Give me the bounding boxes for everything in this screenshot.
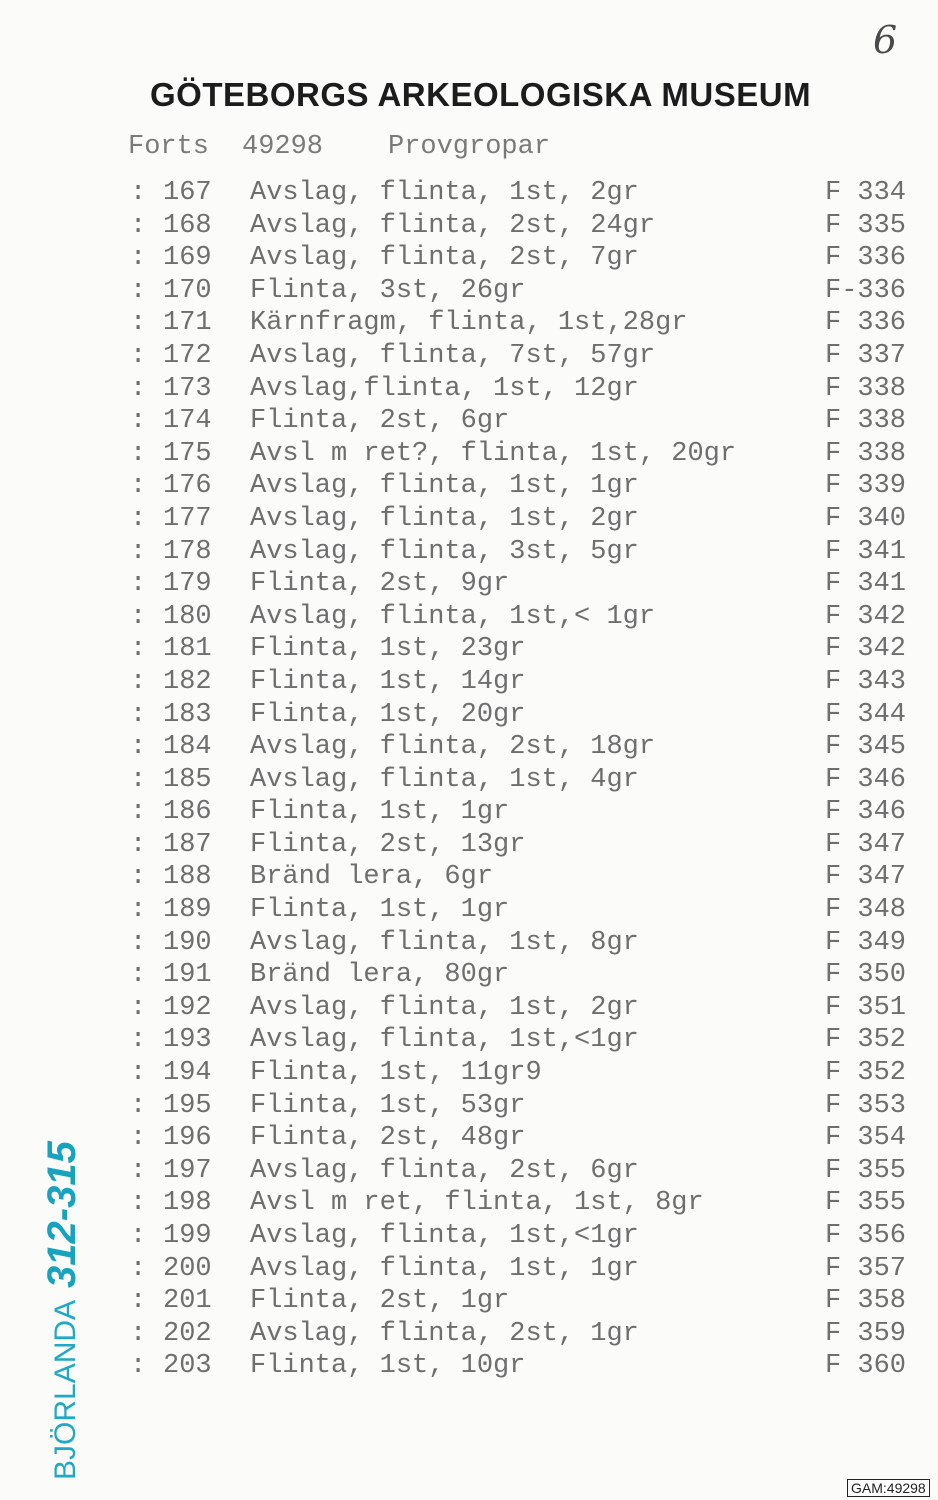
catalog-number: 49298	[242, 132, 324, 162]
entry-find-number: F 334	[825, 178, 907, 208]
entry-colon: :	[130, 1286, 147, 1317]
entry-description: Avsl m ret?, flinta, 1st, 20gr	[250, 438, 737, 469]
entry-colon: :	[130, 340, 147, 371]
entry-find-number: F 336	[825, 243, 907, 274]
entry-find-number: F 355	[825, 1155, 907, 1186]
forts-label: Forts	[128, 132, 210, 162]
entry-find-number: F 346	[825, 764, 907, 795]
entry-description: Avslag, flinta, 1st, 2gr	[250, 503, 639, 534]
entry-description: Avslag, flinta, 1st, 1gr	[250, 1253, 639, 1284]
entry-description: Avslag, flinta, 2st, 18gr	[250, 732, 656, 763]
entry-description: Avsl m ret, flinta, 1st, 8gr	[250, 1188, 704, 1219]
entry-number: 176	[163, 471, 212, 502]
entry-find-number: F 344	[825, 699, 907, 730]
entry-description: Avslag, flinta, 1st, 2gr	[250, 992, 639, 1023]
entry-description: Avslag, flinta, 1st, 1gr	[250, 471, 639, 502]
entry-row	[0, 732, 938, 765]
entry-description: Avslag,flinta, 1st, 12gr	[250, 373, 639, 404]
entry-colon: :	[130, 178, 147, 208]
entry-find-number: F 347	[825, 862, 907, 893]
entry-row	[0, 341, 938, 374]
entry-find-number: F 345	[825, 732, 907, 763]
entry-colon: :	[130, 1025, 147, 1056]
entry-number: 175	[163, 438, 212, 469]
entry-find-number: F 336	[825, 308, 907, 339]
entry-row	[0, 862, 938, 895]
entry-number: 188	[163, 862, 212, 893]
entry-colon: :	[130, 243, 147, 274]
entry-number: 189	[163, 895, 212, 926]
entry-number: 177	[163, 503, 212, 534]
entry-find-number: F 338	[825, 406, 907, 437]
entry-find-number: F 356	[825, 1221, 907, 1251]
entry-colon: :	[130, 992, 147, 1023]
entry-row	[0, 960, 938, 993]
entry-description: Flinta, 1st, 1gr	[250, 895, 510, 926]
entry-number: 183	[163, 699, 212, 730]
entry-colon: :	[130, 1058, 147, 1089]
entry-colon: :	[130, 210, 147, 241]
entry-row	[0, 765, 938, 798]
entry-row	[0, 602, 938, 635]
entry-number: 180	[163, 601, 212, 632]
entry-find-number: F 338	[825, 373, 907, 404]
entry-description: Avslag, flinta, 1st,<1gr	[250, 1221, 639, 1251]
entry-description: Flinta, 2st, 13gr	[250, 829, 526, 860]
entry-colon: :	[130, 1155, 147, 1186]
entry-colon: :	[130, 764, 147, 795]
entry-number: 202	[163, 1318, 212, 1349]
entry-list	[0, 178, 938, 1384]
entry-colon: :	[130, 308, 147, 339]
entry-description: Avslag, flinta, 2st, 7gr	[250, 243, 639, 274]
entry-colon: :	[130, 960, 147, 991]
entry-number: 174	[163, 406, 212, 437]
entry-description: Flinta, 1st, 1gr	[250, 797, 510, 828]
entry-row	[0, 1058, 938, 1091]
entry-description: Avslag, flinta, 3st, 5gr	[250, 536, 639, 567]
entry-number: 195	[163, 1090, 212, 1121]
entry-row	[0, 1091, 938, 1124]
museum-header: GÖTEBORGS ARKEOLOGISKA MUSEUM	[150, 76, 812, 113]
entry-description: Avslag, flinta, 1st,<1gr	[250, 1025, 639, 1056]
entry-colon: :	[130, 569, 147, 600]
entry-row	[0, 439, 938, 472]
entry-row	[0, 1025, 938, 1058]
entry-find-number: F 351	[825, 992, 907, 1023]
entry-row	[0, 830, 938, 863]
entry-find-number: F 359	[825, 1318, 907, 1349]
entry-description: Flinta, 1st, 10gr	[250, 1351, 526, 1382]
entry-row	[0, 1221, 938, 1254]
entry-row	[0, 1351, 938, 1384]
entry-row	[0, 569, 938, 602]
entry-description: Avslag, flinta, 2st, 1gr	[250, 1318, 639, 1349]
entry-row	[0, 797, 938, 830]
entry-description: Bränd lera, 6gr	[250, 862, 494, 893]
entry-row	[0, 211, 938, 244]
entry-find-number: F 354	[825, 1123, 907, 1154]
entry-row	[0, 471, 938, 504]
entry-find-number: F 352	[825, 1025, 907, 1056]
entry-description: Flinta, 3st, 26gr	[250, 275, 526, 306]
entry-row	[0, 276, 938, 309]
entry-number: 185	[163, 764, 212, 795]
entry-find-number: F 358	[825, 1286, 907, 1317]
entry-description: Flinta, 2st, 48gr	[250, 1123, 526, 1154]
entry-row	[0, 308, 938, 341]
entry-row	[0, 667, 938, 700]
entry-find-number: F 352	[825, 1058, 907, 1089]
entry-description: Flinta, 1st, 11gr9	[250, 1058, 542, 1089]
entry-find-number: F 340	[825, 503, 907, 534]
entry-description: Flinta, 1st, 23gr	[250, 634, 526, 665]
entry-number: 172	[163, 340, 212, 371]
reference-label: GAM:49298	[847, 1479, 930, 1497]
entry-description: Avslag, flinta, 1st, 2gr	[250, 178, 639, 208]
entry-number: 187	[163, 829, 212, 860]
entry-row	[0, 1156, 938, 1189]
entry-colon: :	[130, 373, 147, 404]
entry-number: 201	[163, 1286, 212, 1317]
entry-number: 178	[163, 536, 212, 567]
entry-row	[0, 243, 938, 276]
entry-find-number: F 346	[825, 797, 907, 828]
entry-number: 199	[163, 1221, 212, 1251]
entry-description: Flinta, 1st, 20gr	[250, 699, 526, 730]
entry-colon: :	[130, 536, 147, 567]
entry-number: 193	[163, 1025, 212, 1056]
entry-colon: :	[130, 666, 147, 697]
stamp-range: 312-315	[40, 1141, 84, 1288]
entry-description: Avslag, flinta, 2st, 24gr	[250, 210, 656, 241]
entry-row	[0, 1188, 938, 1221]
entry-number: 167	[163, 178, 212, 208]
entry-colon: :	[130, 601, 147, 632]
entry-colon: :	[130, 471, 147, 502]
page-number: 6	[873, 18, 898, 62]
entry-colon: :	[130, 895, 147, 926]
entry-number: 191	[163, 960, 212, 991]
entry-number: 184	[163, 732, 212, 763]
entry-description: Avslag, flinta, 1st,< 1gr	[250, 601, 656, 632]
entry-description: Avslag, flinta, 1st, 8gr	[250, 927, 639, 958]
entry-colon: :	[130, 275, 147, 306]
entry-row	[0, 1123, 938, 1156]
entry-colon: :	[130, 634, 147, 665]
entry-number: 192	[163, 992, 212, 1023]
entry-colon: :	[130, 1188, 147, 1219]
entry-row	[0, 178, 938, 211]
entry-find-number: F 349	[825, 927, 907, 958]
entry-number: 190	[163, 927, 212, 958]
entry-find-number: F 350	[825, 960, 907, 991]
entry-row	[0, 993, 938, 1026]
entry-colon: :	[130, 699, 147, 730]
entry-row	[0, 928, 938, 961]
entry-find-number: F 360	[825, 1351, 907, 1382]
entry-description: Kärnfragm, flinta, 1st,28gr	[250, 308, 688, 339]
entry-description: Flinta, 1st, 14gr	[250, 666, 526, 697]
entry-colon: :	[130, 732, 147, 763]
entry-description: Flinta, 1st, 53gr	[250, 1090, 526, 1121]
entry-row	[0, 1254, 938, 1287]
entry-find-number: F 355	[825, 1188, 907, 1219]
entry-colon: :	[130, 862, 147, 893]
entry-colon: :	[130, 1090, 147, 1121]
entry-row	[0, 537, 938, 570]
entry-colon: :	[130, 1351, 147, 1382]
entry-find-number: F 338	[825, 438, 907, 469]
entry-row	[0, 1286, 938, 1319]
entry-colon: :	[130, 1123, 147, 1154]
entry-colon: :	[130, 503, 147, 534]
entry-colon: :	[130, 406, 147, 437]
entry-row	[0, 406, 938, 439]
entry-description: Flinta, 2st, 1gr	[250, 1286, 510, 1317]
entry-description: Avslag, flinta, 7st, 57gr	[250, 340, 656, 371]
entry-colon: :	[130, 438, 147, 469]
entry-row	[0, 1319, 938, 1352]
entry-number: 181	[163, 634, 212, 665]
entry-number: 173	[163, 373, 212, 404]
entry-description: Avslag, flinta, 2st, 6gr	[250, 1155, 639, 1186]
entry-row	[0, 634, 938, 667]
entry-find-number: F 341	[825, 569, 907, 600]
entry-find-number: F 343	[825, 666, 907, 697]
entry-row	[0, 374, 938, 407]
entry-row	[0, 504, 938, 537]
entry-colon: :	[130, 797, 147, 828]
side-stamp	[40, 1141, 85, 1480]
entry-number: 170	[163, 275, 212, 306]
entry-description: Bränd lera, 80gr	[250, 960, 510, 991]
entry-find-number: F 337	[825, 340, 907, 371]
entry-number: 182	[163, 666, 212, 697]
entry-row	[0, 895, 938, 928]
entry-description: Avslag, flinta, 1st, 4gr	[250, 764, 639, 795]
entry-find-number: F 342	[825, 601, 907, 632]
stamp-place: BJÖRLANDA	[49, 1299, 82, 1480]
entry-description: Flinta, 2st, 9gr	[250, 569, 510, 600]
entry-number: 197	[163, 1155, 212, 1186]
catalog-title: Provgropar	[388, 132, 551, 162]
entry-find-number: F 348	[825, 895, 907, 926]
entry-colon: :	[130, 1253, 147, 1284]
entry-colon: :	[130, 1221, 147, 1251]
entry-find-number: F 347	[825, 829, 907, 860]
entry-number: 203	[163, 1351, 212, 1382]
entry-number: 196	[163, 1123, 212, 1154]
entry-description: Flinta, 2st, 6gr	[250, 406, 510, 437]
entry-colon: :	[130, 1318, 147, 1349]
entry-colon: :	[130, 927, 147, 958]
entry-row	[0, 700, 938, 733]
entry-find-number: F 353	[825, 1090, 907, 1121]
entry-number: 179	[163, 569, 212, 600]
entry-number: 169	[163, 243, 212, 274]
entry-find-number: F 341	[825, 536, 907, 567]
entry-number: 200	[163, 1253, 212, 1284]
entry-number: 186	[163, 797, 212, 828]
entry-colon: :	[130, 829, 147, 860]
entry-find-number: F 339	[825, 471, 907, 502]
entry-number: 168	[163, 210, 212, 241]
entry-find-number: F-336	[825, 275, 907, 306]
entry-number: 171	[163, 308, 212, 339]
entry-find-number: F 357	[825, 1253, 907, 1284]
entry-number: 194	[163, 1058, 212, 1089]
entry-number: 198	[163, 1188, 212, 1219]
entry-find-number: F 335	[825, 210, 907, 241]
entry-find-number: F 342	[825, 634, 907, 665]
